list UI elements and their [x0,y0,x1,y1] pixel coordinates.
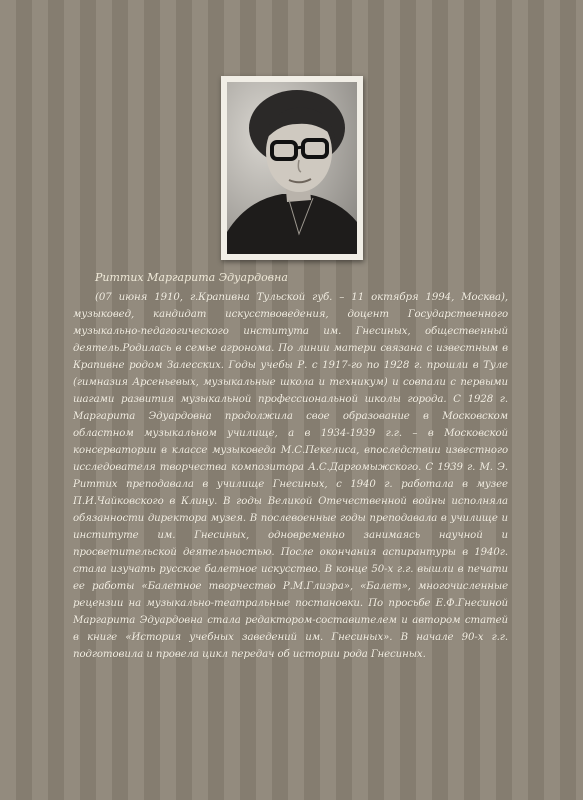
portrait-frame [221,76,363,260]
person-name-caption: Риттих Маргарита Эдуардовна [95,271,288,284]
portrait-photo [227,82,357,254]
biography-text: (07 июня 1910, г.Крапивна Тульской губ. – 11 октября 1994, Москва), музыковед, кандидат искусствоведения, доцент Государственного музыкально-педагогического института им. Гнесиных, общественный деятель.Родилась в семье агронома. По линии матери связана с известным в Крапивне родом Залесских. Годы учебы Р. с 1917-го по 1928 г. прошли в Туле (гимназия Арсеньевых, музыкальные школа и техникум) и совпали с первыми шагами развития музыкальной профессиональной школы города. С 1928 г. Маргарита Эдуардовна продолжила свое образование в Московском областном музыкальном училище, а в 1934-1939 г.г. – в Московской консерватории в классе музыковеда М.С.Пекелиса, впоследствии известного исследователя творчества композитора А.С.Даргомыжского. С 1939 г. М. Э. Риттих преподавала в училище Гнесиных, с 1940 г. работала в музее П.И.Чайковского в Клину. В годы Великой Отечественной войны исполняла обязанности директора музея. В послевоенные годы преподавала в училище и институте им. Гнесиных, одновременно занимаясь научной и просветительской деятельностью. После окончания аспирантуры в 1940г. стала изучать русское балетное искусство. В конце 50-х г.г. вышли в печати ее работы «Балетное творчество Р.М.Глиэра», «Балет», многочисленные рецензии на музыкально-театральные постановки. По просьбе Е.Ф.Гнесиной Маргарита Эдуардовна стала редактором-составителем и автором статей в книге «История учебных заведений им. Гнесиных». В начале 90-х г.г. подготовила и провела цикл передач об истории рода Гнесиных. [73,292,508,660]
